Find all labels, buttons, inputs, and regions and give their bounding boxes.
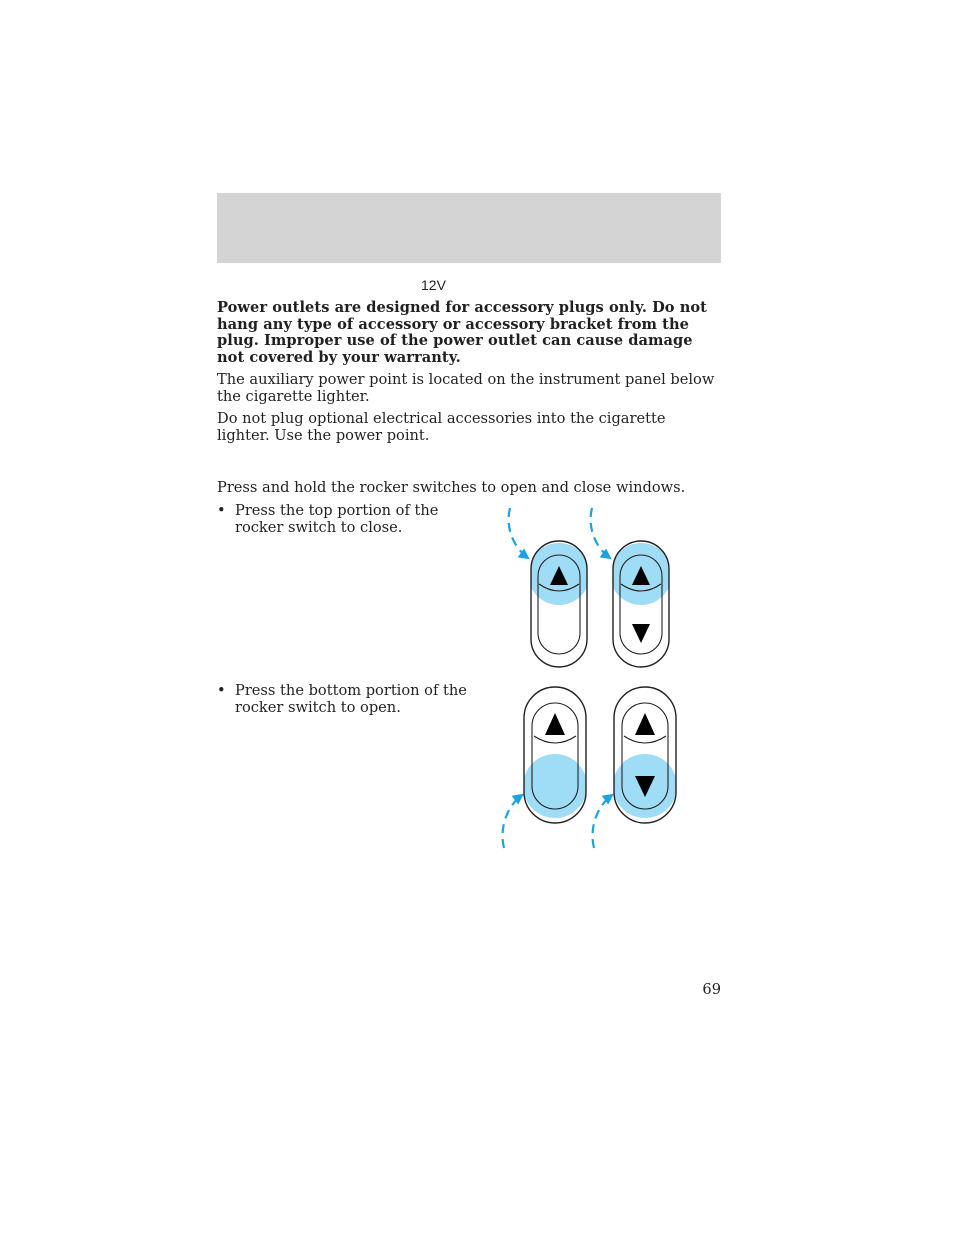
- rocker-switch-close-right: [610, 541, 672, 667]
- cigarette-lighter-note: Do not plug optional electrical accessories into the cigarette lighter. Use the power point.: [217, 410, 666, 444]
- press-bottom-arrow-icon: [593, 795, 612, 848]
- power-outlet-warning: Power outlets are designed for accessory plugs only. Do not hang any type of accessory or accessory bracket from the plug. Improper use of the power outlet can cause damage not covered by your warranty.: [217, 299, 707, 366]
- rocker-switch-close-left: [528, 541, 590, 667]
- power-point-location-text: The auxiliary power point is located on the instrument panel below the cigarette lighter.: [217, 371, 715, 405]
- page-number: 69: [702, 981, 721, 998]
- bullet-open-text: Press the bottom portion of the rocker switch to open.: [235, 682, 467, 716]
- rocker-switch-open-right: [613, 687, 677, 823]
- bullet-close-text: Press the top portion of the rocker switch to close.: [235, 502, 439, 536]
- power-windows-intro: Press and hold the rocker switches to open and close windows.: [217, 479, 686, 496]
- power-point-12v-label: 12V: [421, 277, 446, 293]
- bullet-symbol: •: [217, 502, 226, 519]
- press-bottom-arrow-icon: [503, 795, 522, 848]
- press-top-arrow-icon: [509, 508, 528, 558]
- press-top-arrow-icon: [591, 508, 610, 558]
- bullet-symbol: •: [217, 682, 226, 699]
- rocker-switch-open-left: [523, 687, 587, 823]
